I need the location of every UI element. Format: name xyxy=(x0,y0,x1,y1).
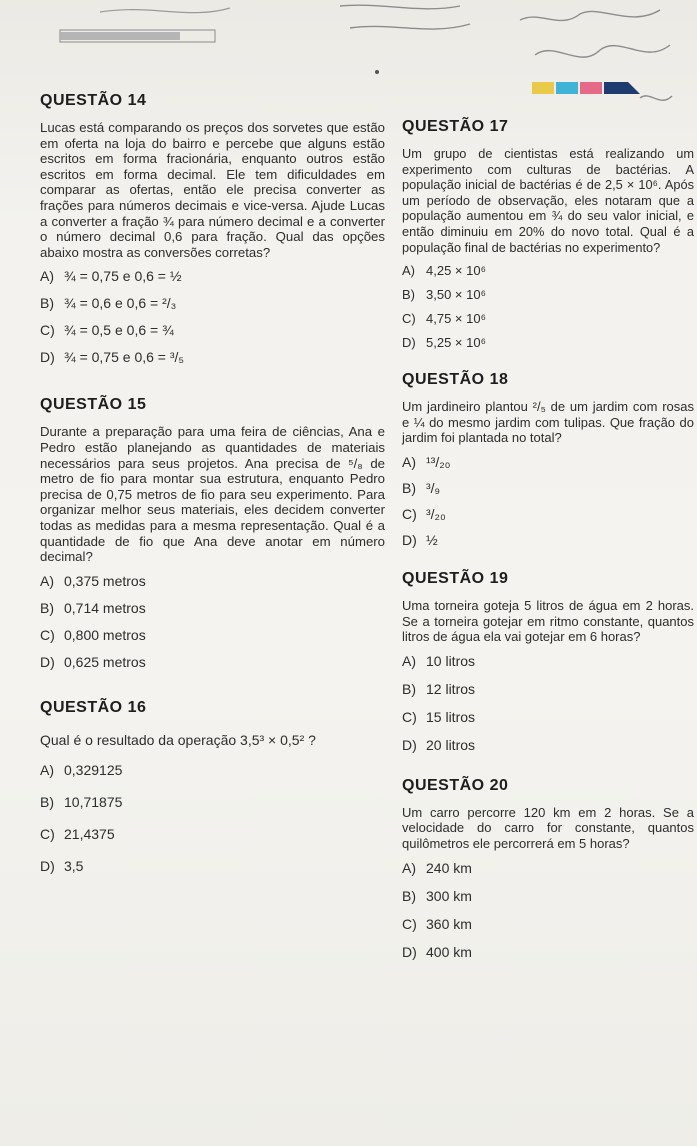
option-d[interactable] xyxy=(40,349,385,365)
option-text: ½ xyxy=(426,531,438,548)
option-text: ¾ = 0,75 e 0,6 = ³/₅ xyxy=(64,349,185,366)
option-c[interactable] xyxy=(40,627,385,643)
question-title: QUESTÃO 19 xyxy=(402,569,509,587)
option-text: ³/₂₀ xyxy=(426,505,446,522)
option-letter: B) xyxy=(40,599,54,616)
option-text: 5,25 × 10⁶ xyxy=(426,335,486,351)
option-letter: C) xyxy=(40,826,55,843)
left-column xyxy=(40,92,385,890)
option-d[interactable] xyxy=(40,654,385,670)
question-14 xyxy=(40,92,385,365)
option-a[interactable] xyxy=(40,762,385,778)
option-d[interactable] xyxy=(402,532,694,548)
option-letter: C) xyxy=(402,708,417,725)
options-list xyxy=(40,268,385,365)
options-list xyxy=(402,860,694,960)
option-text: ¾ = 0,6 e 0,6 = ²/₃ xyxy=(64,295,177,312)
option-text: 0,800 metros xyxy=(64,626,146,643)
option-text: 20 litros xyxy=(426,736,476,753)
option-letter: B) xyxy=(402,680,416,697)
option-letter: A) xyxy=(40,268,54,285)
options-list xyxy=(40,762,385,874)
options-list xyxy=(402,653,694,753)
options-list xyxy=(402,263,694,351)
option-letter: D) xyxy=(40,858,55,875)
option-text: 360 km xyxy=(426,915,472,932)
option-d[interactable] xyxy=(40,858,385,874)
option-text: 400 km xyxy=(426,943,472,960)
option-letter: D) xyxy=(402,531,417,548)
option-text: 300 km xyxy=(426,887,472,904)
option-text: 3,5 xyxy=(64,858,84,875)
option-letter: A) xyxy=(40,572,54,589)
option-letter: A) xyxy=(402,263,415,279)
option-text: 15 litros xyxy=(426,708,476,725)
option-text: 21,4375 xyxy=(64,826,115,843)
option-b[interactable] xyxy=(40,295,385,311)
option-c[interactable] xyxy=(40,322,385,338)
option-b[interactable] xyxy=(40,794,385,810)
question-title: QUESTÃO 20 xyxy=(402,776,509,794)
option-text: 4,25 × 10⁶ xyxy=(426,263,486,279)
option-letter: D) xyxy=(40,653,55,670)
option-text: 0,375 metros xyxy=(64,572,146,589)
option-letter: A) xyxy=(402,652,416,669)
option-letter: B) xyxy=(402,887,416,904)
spacer xyxy=(402,558,694,570)
option-text: 10,71875 xyxy=(64,794,123,811)
question-title: QUESTÃO 17 xyxy=(402,118,509,135)
option-text: 3,50 × 10⁶ xyxy=(426,287,486,303)
option-c[interactable] xyxy=(402,916,694,932)
option-c[interactable] xyxy=(402,506,694,522)
option-b[interactable] xyxy=(402,681,694,697)
option-letter: C) xyxy=(40,322,55,339)
spacer xyxy=(40,376,385,396)
option-letter: B) xyxy=(40,794,54,811)
option-b[interactable] xyxy=(40,600,385,616)
option-b[interactable] xyxy=(402,888,694,904)
option-letter: D) xyxy=(402,736,417,753)
option-b[interactable] xyxy=(402,287,694,303)
question-16 xyxy=(40,699,385,875)
question-text: Um grupo de cientistas está realizando um experimento com culturas de bactérias. A população inicial de bactérias é de 2,5 × 10⁶. Após um período de observação, eles notaram que a população aumentou em ¾ do seu valor inicial, e então diminuiu em 20% do novo total. Qual é a população final de bactérias no experimento? xyxy=(402,146,694,255)
question-15 xyxy=(40,396,385,669)
option-letter: B) xyxy=(402,479,416,496)
option-d[interactable] xyxy=(402,335,694,351)
option-c[interactable] xyxy=(40,826,385,842)
spacer xyxy=(402,359,694,371)
question-text: Lucas está comparando os preços dos sorvetes que estão em oferta na loja do bairro e percebe que alguns estão escritos em forma fracionária, enquanto outros estão escritos em forma decimal. Ele tem dificuldades em comparar as ofertas, então ele precisa converter as frações para números decimais e vice-versa. Ajude Lucas a converter a fração ¾ para número decimal e a converter o número decimal 0,6 para fração. Qual das opções abaixo mostra as conversões corretas? xyxy=(40,120,385,260)
option-letter: C) xyxy=(402,505,417,522)
option-letter: D) xyxy=(402,335,416,351)
spacer xyxy=(40,681,385,699)
option-a[interactable] xyxy=(40,573,385,589)
option-letter: A) xyxy=(402,453,416,470)
options-list xyxy=(402,454,694,548)
option-letter: C) xyxy=(402,915,417,932)
option-text: ¾ = 0,75 e 0,6 = ½ xyxy=(64,268,182,285)
options-list xyxy=(40,573,385,670)
option-a[interactable] xyxy=(402,860,694,876)
option-letter: B) xyxy=(402,287,415,303)
option-text: 0,714 metros xyxy=(64,599,146,616)
option-b[interactable] xyxy=(402,480,694,496)
option-c[interactable] xyxy=(402,311,694,327)
option-letter: B) xyxy=(40,295,54,312)
question-title: QUESTÃO 16 xyxy=(40,698,147,716)
spacer xyxy=(402,765,694,777)
option-letter: D) xyxy=(402,943,417,960)
option-text: 10 litros xyxy=(426,652,476,669)
option-text: ¾ = 0,5 e 0,6 = ¾ xyxy=(64,322,174,339)
question-18 xyxy=(402,371,694,548)
option-d[interactable] xyxy=(402,944,694,960)
question-17 xyxy=(402,118,694,351)
question-text: Um carro percorre 120 km em 2 horas. Se a velocidade do carro for constante, quantos quilômetros ele percorrerá em 5 horas? xyxy=(402,804,694,851)
question-19 xyxy=(402,570,694,753)
option-letter: C) xyxy=(402,311,416,327)
option-text: 4,75 × 10⁶ xyxy=(426,311,486,327)
option-text: 0,625 metros xyxy=(64,653,146,670)
option-text: 0,329125 xyxy=(64,762,123,779)
question-title: QUESTÃO 14 xyxy=(40,92,147,109)
question-text: Durante a preparação para uma feira de ciências, Ana e Pedro estão planejando as quantidades de materiais necessários para seus projetos. Ana precisa de ⁵/₈ de metro de fio para montar sua estrutura, enquanto Pedro precisa de 0,75 metros de fio para seu experimento. Para organizar melhor seus materiais, eles decidem converter todas as medidas para a mesma representação. Qual é a quantidade de fio que Ana deve anotar em número decimal? xyxy=(40,424,385,565)
option-a[interactable] xyxy=(402,263,694,279)
option-a[interactable] xyxy=(40,268,385,284)
option-text: ¹³/₂₀ xyxy=(426,453,451,470)
option-a[interactable] xyxy=(402,653,694,669)
option-c[interactable] xyxy=(402,709,694,725)
question-text: Uma torneira goteja 5 litros de água em 2 horas. Se a torneira gotejar em ritmo constante, quantos litros de água ela vai gotejar em 6 horas? xyxy=(402,597,694,645)
question-title: QUESTÃO 18 xyxy=(402,371,509,389)
option-letter: A) xyxy=(402,859,416,876)
option-d[interactable] xyxy=(402,737,694,753)
option-text: 240 km xyxy=(426,859,472,876)
option-letter: D) xyxy=(40,349,55,366)
right-column xyxy=(402,118,694,972)
option-text: ³/₉ xyxy=(426,479,441,496)
option-letter: A) xyxy=(40,762,54,779)
option-a[interactable] xyxy=(402,454,694,470)
option-text: 12 litros xyxy=(426,680,476,697)
option-letter: C) xyxy=(40,626,55,643)
question-title: QUESTÃO 15 xyxy=(40,396,147,414)
question-20 xyxy=(402,777,694,960)
question-text: Qual é o resultado da operação 3,5³ × 0,5² ? xyxy=(40,731,316,748)
question-text: Um jardineiro plantou ²/₅ de um jardim com rosas e ¼ do mesmo jardim com tulipas. Que fração do jardim foi plantada no total? xyxy=(402,399,694,446)
